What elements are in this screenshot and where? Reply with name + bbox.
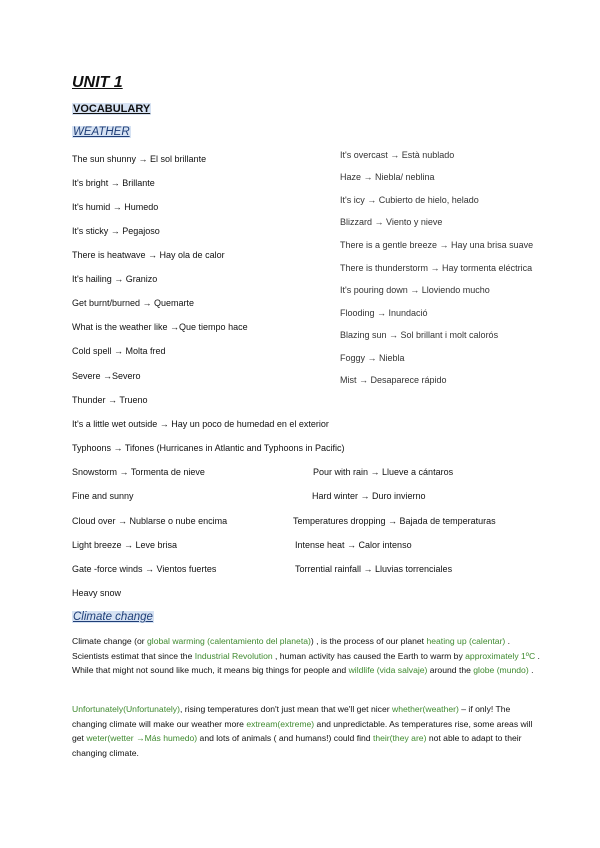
highlighted-term: wildlife (vida salvaje) — [348, 665, 428, 675]
vocab-line: Mist → Desaparece rápido — [340, 375, 447, 385]
vocab-line: Gate -force winds → Vientos fuertes — [72, 564, 217, 574]
vocab-line: Blazing sun → Sol brillant i molt calorós — [340, 330, 499, 340]
paragraph-text: around the — [427, 665, 474, 675]
vocab-line: Blizzard → Viento y nieve — [340, 217, 443, 227]
paragraph-text: . — [528, 665, 534, 675]
paragraph-text: . While that might not sound like much, it means big things for people and — [72, 650, 540, 675]
vocab-line: What is the weather like →Que tiempo hace — [72, 322, 248, 332]
vocab-line: The sun shunny → El sol brillante — [72, 154, 207, 164]
highlighted-term: globe (mundo) — [473, 665, 529, 675]
highlighted-term: Unfortunately(Unfortunately) — [72, 704, 180, 714]
highlighted-term: whether(weather) — [391, 704, 459, 714]
highlighted-term: approximately 1ºC — [465, 650, 536, 661]
highlighted-term: Industrial Revolution — [194, 650, 273, 661]
highlighted-term: weter(wetter →Más humedo) — [86, 733, 198, 743]
vocab-line: There is a gentle breeze → Hay una brisa suave — [340, 240, 534, 250]
vocab-line: It's sticky → Pegajoso — [72, 226, 160, 236]
vocab-line: Flooding → Inundació — [340, 308, 428, 318]
vocab-line: It's humid → Humedo — [72, 202, 159, 212]
paragraph-text: , human activity has caused the Earth to warm by — [272, 650, 466, 661]
vocab-line: It's a little wet outside → Hay un poco de humedad en el exterior — [72, 419, 329, 429]
climate-paragraph-1 — [72, 634, 542, 678]
vocab-line: Foggy → Niebla — [340, 353, 405, 363]
climate-change-heading: Climate change — [73, 611, 153, 623]
vocab-line: Typhoons → Tifones (Hurricanes in Atlantic and Typhoons in Pacific) — [72, 443, 345, 453]
vocab-line: There is heatwave → Hay ola de calor — [72, 250, 225, 260]
vocab-line: Light breeze → Leve brisa — [72, 540, 178, 550]
paragraph-text: not able to adapt to their changing climate. — [72, 733, 522, 758]
vocab-line: Snowstorm → Tormenta de nieve — [72, 467, 205, 477]
vocab-line: It's hailing → Granizo — [72, 274, 158, 284]
paragraph-text: , rising temperatures don't just mean that we'll get nicer — [179, 704, 392, 714]
paragraph-text: – if only! The changing climate will make our weather more — [72, 704, 511, 729]
vocab-line: There is thunderstorm → Hay tormenta eléctrica — [340, 263, 533, 273]
paragraph-text: . Scientists estimat that since the — [72, 636, 511, 661]
highlighted-term: their(they are) — [372, 733, 427, 743]
vocab-line: It's pouring down → Lloviendo mucho — [340, 285, 490, 295]
climate-paragraph-2 — [72, 702, 542, 760]
vocab-line: Torrential rainfall → Lluvias torrenciales — [295, 564, 453, 574]
paragraph-text: and lots of animals ( and humans!) could find — [197, 733, 373, 743]
vocab-line: Pour with rain → Llueve a cántaros — [313, 467, 454, 477]
vocab-line: Hard winter → Duro invierno — [312, 491, 426, 501]
weather-heading: WEATHER — [73, 126, 130, 138]
unit-title: UNIT 1 — [72, 74, 123, 91]
vocab-line: Thunder → Trueno — [72, 395, 148, 405]
vocab-line: Temperatures dropping → Bajada de temperaturas — [293, 516, 496, 526]
paragraph-text: and unpredictable. As temperatures rise, some areas will get — [72, 718, 533, 743]
vocab-line: Haze → Niebla/ neblina — [340, 172, 435, 182]
vocab-line: Cloud over → Nublarse o nube encima — [72, 516, 228, 526]
vocab-line: Intense heat → Calor intenso — [295, 540, 412, 550]
highlighted-term: extream(extreme) — [246, 718, 315, 729]
highlighted-term: heating up (calentar) — [426, 636, 506, 646]
vocab-line: Severe →Severo — [72, 371, 141, 381]
vocab-line: Cold spell → Molta fred — [72, 346, 166, 356]
vocab-line: Heavy snow — [72, 588, 122, 598]
vocab-line: It's bright → Brillante — [72, 178, 155, 188]
vocab-line: Get burnt/burned → Quemarte — [72, 298, 195, 308]
vocab-line: It's icy → Cubierto de hielo, helado — [340, 195, 479, 205]
vocab-line: Fine and sunny — [72, 491, 134, 501]
vocabulary-heading: VOCABULARY — [73, 103, 151, 115]
paragraph-text: ) , is the process of our planet — [310, 636, 427, 646]
vocab-line: It's overcast → Està nublado — [340, 150, 455, 160]
paragraph-text: Climate change (or — [72, 636, 147, 646]
highlighted-term: global warming (calentamiento del planeta) — [147, 636, 311, 646]
